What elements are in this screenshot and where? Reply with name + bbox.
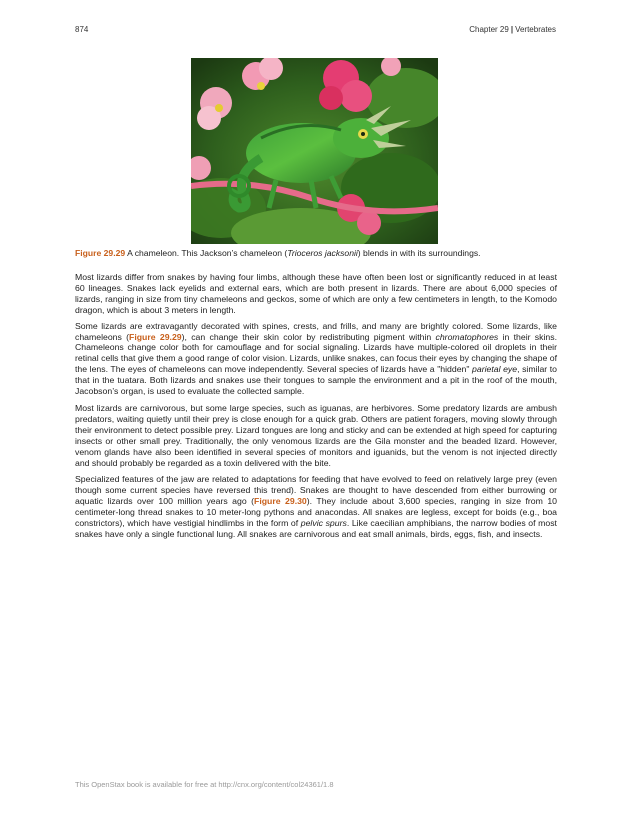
paragraph-lizards-limbs: Most lizards differ from snakes by having four limbs, although these have often been lost or significantly reduced in at least 60 lineages. Snakes lack eyelids and external ears, which are both present in lizards. There are about 6,000 species of lizards, ranging in size from tiny chameleons and geckos, some of which are only a few centimeters in length, to the Komodo dragon, which is about 3 meters in length. [75,272,557,315]
term-pelvic-spurs: pelvic spurs [300,518,347,529]
caption-species: Trioceros jacksonii [287,248,358,258]
figure-29-30-link[interactable]: Figure 29.30 [254,496,307,507]
paragraph-text: . Like caecilian amphibians, the narrow bodies of most snakes have only a single functional lung. All snakes are carnivorous and eat small animals, birds, eggs, fish, and insects. [75,518,557,539]
paragraph-text: in their skins. Chameleons change color both for camouflage and for social signaling. Lizards have multiple-colored oil droplets in their retinal cells that give them a good range of color vision. Lizards, unlike snakes, can focus their eyes by changing the shape of the lens. The eyes of chameleons can move independently. Several species of lizards have a "hidden" [75,331,558,375]
paragraph-text: , similar to that in the tuatara. Both lizards and snakes use their tongues to sample the environment and a pit in the roof of the mouth, Jacobson’s organ, is used to evaluate the collected sample. [75,364,557,397]
body-text [75,272,557,546]
chameleon-photo [191,58,438,244]
paragraph-text: ), can change their skin color by redistributing pigment within [181,331,436,342]
chapter-title: Vertebrates [515,25,556,34]
caption-text: A chameleon. This Jackson’s chameleon ( [125,248,288,258]
paragraph-lizards-diet: Most lizards are carnivorous, but some large species, such as iguanas, are herbivores. Some predatory lizards are ambush predators, waiting quietly until their prey is close enough for a quick grab. Others are patient foragers, moving slowly through their environment to detect possible prey. Lizard tongues are long and sticky and can be extended at high speed for capturing insects or other small prey. Traditionally, the only venomous lizards are the Gila monster and the beaded lizard. However, venom glands have also been identified in several species of monitors and iguanids, but the venom is not injected directly and should probably be regarded as a toxin delivered with the bite. [75,402,557,468]
figure-29-29-link[interactable]: Figure 29.29 [129,331,182,342]
term-chromatophores: chromatophores [435,331,499,342]
paragraph-text: Some lizards are extravagantly decorated with spines, crests, and frills, and many are brightly colored. Some lizards, like chameleons ( [75,320,557,342]
page-footer: This OpenStax book is available for free at http://cnx.org/content/col24361/1.8 [75,780,334,789]
page-header [75,25,556,34]
page-number: 874 [75,25,89,34]
paragraph-lizards-decoration [75,321,557,397]
chapter-separator: | [510,25,514,34]
figure-caption [75,248,557,259]
paragraph-text: ). They include about 3,600 species, ranging in size from 10 centimeter-long thread snakes to 10 meter-long pythons and anacondas. All snakes are legless, except for boids (e.g., boa constrictors), which have vestigial hindlimbs in the form of [75,496,557,529]
term-parietal-eye: parietal eye [472,364,518,375]
paragraph-text: Specialized features of the jaw are related to adaptations for feeding that have evolved to feed on relatively large prey (even though some current species have reversed this trend). Snakes are thought to have descended from either burrowing or aquatic lizards over 100 million years ago ( [75,474,557,507]
chapter-heading [469,25,556,34]
paragraph-snakes [75,474,557,539]
chapter-label: Chapter 29 [469,25,509,34]
figure-label: Figure 29.29 [75,248,126,258]
caption-text-end: ) blends in with its surroundings. [357,248,481,258]
